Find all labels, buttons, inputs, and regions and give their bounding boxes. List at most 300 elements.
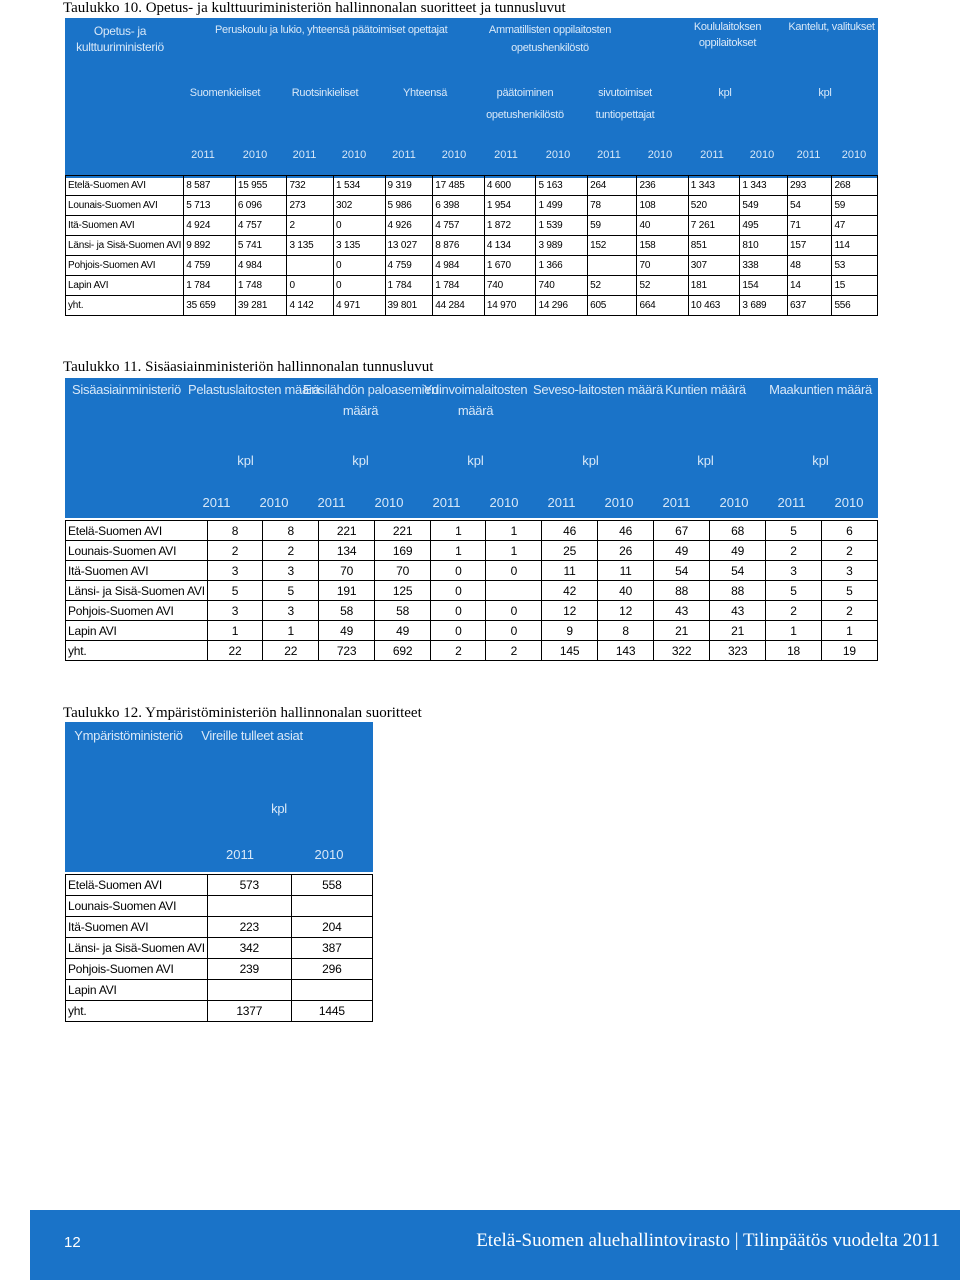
table-cell: 191 (319, 581, 375, 601)
t11-year-8: 2011 (662, 495, 691, 510)
table-cell: 4 134 (484, 236, 536, 256)
table-cell: 0 (486, 601, 542, 621)
table-cell: 26 (597, 541, 654, 561)
table-cell: 495 (740, 216, 788, 236)
table11 (65, 520, 878, 661)
t11-year-10: 2011 (777, 495, 806, 510)
table-cell: 4 759 (184, 256, 236, 276)
table-cell: 12 (542, 601, 598, 621)
table-cell: 78 (588, 196, 637, 216)
table-cell: 851 (688, 236, 740, 256)
t10-ministry-l1: Opetus- ja (93, 24, 147, 38)
t11-year-4: 2011 (432, 495, 461, 510)
t10-sub-suomenkieliset: Suomenkieliset (189, 87, 261, 99)
table-cell: 8 (207, 521, 262, 541)
t10-year-7: 2010 (545, 149, 571, 161)
table-cell: 236 (637, 176, 688, 196)
t10-sub-yhteensa: Yhteensä (402, 87, 448, 99)
t10-year-9: 2010 (647, 149, 673, 161)
table-cell: 9 (542, 621, 598, 641)
table-row (66, 296, 878, 316)
t11-year-6: 2011 (547, 495, 576, 510)
table-cell: 0 (431, 621, 486, 641)
table-cell: 5 741 (235, 236, 287, 256)
table-row (66, 601, 878, 621)
table-cell: 0 (287, 276, 334, 296)
row-label: Länsi- ja Sisä-Suomen AVI (66, 236, 184, 256)
table12 (65, 874, 373, 1022)
table-cell: 54 (787, 196, 831, 216)
table-cell: 15 (832, 276, 878, 296)
table-cell: 21 (654, 621, 710, 641)
table-row (66, 276, 878, 296)
table-cell: 740 (536, 276, 588, 296)
table-cell: 14 296 (536, 296, 588, 316)
table-cell: 6 398 (433, 196, 485, 216)
row-label: Lapin AVI (66, 621, 208, 641)
table-cell (287, 256, 334, 276)
t10-h-kantelut: Kantelut, valitukset (788, 21, 875, 33)
table-cell: 10 463 (688, 296, 740, 316)
table-cell: 740 (484, 276, 536, 296)
table-cell: 88 (709, 581, 766, 601)
table-cell: 4 926 (385, 216, 433, 236)
table-cell: 58 (374, 601, 431, 621)
table-cell: 810 (740, 236, 788, 256)
table-cell: 35 659 (184, 296, 236, 316)
t10-sub-paatoiminen: päätoiminen (496, 87, 554, 99)
table-cell: 3 689 (740, 296, 788, 316)
table-cell: 1 784 (184, 276, 236, 296)
table-cell: 268 (832, 176, 878, 196)
row-label: Etelä-Suomen AVI (66, 521, 208, 541)
table-cell: 221 (319, 521, 375, 541)
table-cell: 5 (821, 581, 877, 601)
t10-year-13: 2010 (841, 149, 867, 161)
table-cell (588, 256, 637, 276)
table-cell: 2 (486, 641, 542, 661)
table-row (66, 896, 373, 917)
table-cell: 11 (542, 561, 598, 581)
table-cell: 7 261 (688, 216, 740, 236)
table-cell: 125 (374, 581, 431, 601)
row-label: Etelä-Suomen AVI (66, 176, 184, 196)
t11-h-ministry: Sisäasiainministeriö (72, 382, 181, 397)
table-cell: 573 (207, 875, 291, 896)
t10-year-8: 2011 (597, 149, 621, 161)
table-cell: 12 (597, 601, 654, 621)
table-cell: 4 984 (235, 256, 287, 276)
table-cell: 549 (740, 196, 788, 216)
t11-h-paloasemat-l2: määrä (342, 403, 379, 418)
table-cell: 1 784 (385, 276, 433, 296)
table-cell: 1 954 (484, 196, 536, 216)
table-cell: 152 (588, 236, 637, 256)
t11-year-9: 2010 (719, 495, 749, 510)
table-cell: 3 (821, 561, 877, 581)
table-cell: 47 (832, 216, 878, 236)
table-cell: 0 (431, 561, 486, 581)
table-cell: 264 (588, 176, 637, 196)
t10-sub-tuntiopettajat: tuntiopettajat (595, 109, 655, 121)
t10-sub-sivutoimiset: sivutoimiset (598, 87, 652, 99)
table-cell: 4 971 (334, 296, 386, 316)
table-cell: 49 (374, 621, 431, 641)
t11-year-1: 2010 (259, 495, 289, 510)
table-cell: 723 (319, 641, 375, 661)
table-cell: 70 (637, 256, 688, 276)
table-cell: 145 (542, 641, 598, 661)
t11-h-kunnat: Kuntien määrä (665, 382, 746, 397)
table-cell: 307 (688, 256, 740, 276)
table-cell: 39 281 (235, 296, 287, 316)
table-cell: 221 (374, 521, 431, 541)
table-cell: 4 984 (433, 256, 485, 276)
t10-h-ammatillinen-l2: opetushenkilöstö (511, 42, 589, 54)
table-cell: 1 784 (433, 276, 485, 296)
t11-year-7: 2010 (604, 495, 634, 510)
t12-year-2011: 2011 (226, 847, 254, 862)
row-label: yht. (66, 641, 208, 661)
row-label: Länsi- ja Sisä-Suomen AVI (66, 938, 208, 959)
table-cell: 5 (766, 581, 821, 601)
table-cell: 5 986 (385, 196, 433, 216)
table-cell (291, 980, 372, 1001)
table-cell: 0 (334, 256, 386, 276)
table-row (66, 621, 878, 641)
table-cell: 18 (766, 641, 821, 661)
t12-h-ministry: Ympäristöministeriö (74, 728, 183, 743)
t10-year-1: 2010 (242, 149, 268, 161)
table-cell: 1 (486, 541, 542, 561)
table-cell: 70 (374, 561, 431, 581)
row-label: Pohjois-Suomen AVI (66, 256, 184, 276)
t11-year-11: 2010 (834, 495, 864, 510)
table-cell: 158 (637, 236, 688, 256)
table-cell: 53 (832, 256, 878, 276)
table-cell: 2 (207, 541, 262, 561)
table-cell: 1 534 (334, 176, 386, 196)
table-cell: 22 (263, 641, 319, 661)
table-cell: 1 748 (235, 276, 287, 296)
table-cell: 48 (787, 256, 831, 276)
table-cell: 13 027 (385, 236, 433, 256)
table-cell: 4 924 (184, 216, 236, 236)
table11-caption: Taulukko 11. Sisäasiainministeriön hallinnonalan tunnusluvut (63, 359, 434, 375)
table-cell: 2 (431, 641, 486, 661)
table-cell: 14 970 (484, 296, 536, 316)
t12-year-2010: 2010 (314, 847, 344, 862)
table-cell: 49 (709, 541, 766, 561)
table-cell: 1 343 (740, 176, 788, 196)
table-cell: 342 (207, 938, 291, 959)
page-number: 12 (64, 1234, 81, 1251)
t10-sub-kpl-2: kpl (818, 87, 832, 99)
table-cell: 1 (821, 621, 877, 641)
table-cell: 4 600 (484, 176, 536, 196)
table-row (66, 541, 878, 561)
table-cell: 1 366 (536, 256, 588, 276)
table-cell: 3 (207, 561, 262, 581)
table-cell: 71 (787, 216, 831, 236)
table-cell: 4 142 (287, 296, 334, 316)
table-cell: 302 (334, 196, 386, 216)
table-cell: 1 (766, 621, 821, 641)
table-cell: 143 (597, 641, 654, 661)
table-cell: 0 (486, 621, 542, 641)
table-cell: 2 (821, 601, 877, 621)
table-row (66, 1001, 373, 1022)
table-cell: 2 (766, 541, 821, 561)
table-row (66, 196, 878, 216)
t11-h-pelastus: Pelastuslaitosten määrä (188, 382, 320, 397)
t11-unit-5: kpl (812, 453, 829, 468)
row-label: Pohjois-Suomen AVI (66, 959, 208, 980)
row-label: Itä-Suomen AVI (66, 561, 208, 581)
table-cell: 54 (709, 561, 766, 581)
table-cell: 5 713 (184, 196, 236, 216)
table-cell: 732 (287, 176, 334, 196)
table-cell: 605 (588, 296, 637, 316)
t10-year-0: 2011 (191, 149, 215, 161)
table-cell: 21 (709, 621, 766, 641)
t10-sub-ruotsinkieliset: Ruotsinkieliset (291, 87, 359, 99)
table-cell: 42 (542, 581, 598, 601)
table-row (66, 561, 878, 581)
table-cell: 273 (287, 196, 334, 216)
table-cell: 0 (334, 276, 386, 296)
t11-h-ydinvoima-l2: määrä (457, 403, 494, 418)
table-row (66, 176, 878, 196)
table-cell: 322 (654, 641, 710, 661)
t10-year-5: 2010 (441, 149, 467, 161)
table-cell: 1 499 (536, 196, 588, 216)
table-cell: 88 (654, 581, 710, 601)
table-cell: 3 135 (334, 236, 386, 256)
table-cell: 68 (709, 521, 766, 541)
table-cell: 8 876 (433, 236, 485, 256)
table-cell: 2 (821, 541, 877, 561)
table-cell: 323 (709, 641, 766, 661)
table-cell: 3 (207, 601, 262, 621)
t12-h-unit: kpl (271, 801, 287, 816)
table-cell: 1 670 (484, 256, 536, 276)
t10-h-koulu-l1: Koululaitoksen (693, 21, 762, 33)
table10 (65, 175, 878, 316)
table-cell: 1 539 (536, 216, 588, 236)
table12-header (65, 722, 373, 872)
table-cell: 39 801 (385, 296, 433, 316)
table-cell: 59 (832, 196, 878, 216)
table-cell: 5 (766, 521, 821, 541)
table-cell: 114 (832, 236, 878, 256)
row-label: Lounais-Suomen AVI (66, 196, 184, 216)
t10-sub-kpl-1: kpl (718, 87, 732, 99)
t11-h-paloasemat-l1: Ensilähdön paloasemien (303, 382, 439, 397)
row-label: Lounais-Suomen AVI (66, 541, 208, 561)
table-cell: 108 (637, 196, 688, 216)
table-cell: 8 (263, 521, 319, 541)
table-cell: 8 (597, 621, 654, 641)
t11-h-seveso: Seveso-laitosten määrä (533, 382, 663, 397)
t10-sub-opetushenkilosto: opetushenkilöstö (486, 109, 564, 121)
table-cell: 59 (588, 216, 637, 236)
row-label: Lapin AVI (66, 276, 184, 296)
row-label: Itä-Suomen AVI (66, 216, 184, 236)
table-cell: 67 (654, 521, 710, 541)
table-cell: 169 (374, 541, 431, 561)
table-row (66, 216, 878, 236)
row-label: Länsi- ja Sisä-Suomen AVI (66, 581, 208, 601)
table-row (66, 521, 878, 541)
table-cell: 2 (263, 541, 319, 561)
table-cell: 4 757 (433, 216, 485, 236)
table-cell: 338 (740, 256, 788, 276)
t11-unit-0: kpl (237, 453, 254, 468)
table-cell (207, 980, 291, 1001)
table-cell (291, 896, 372, 917)
t11-year-2: 2011 (317, 495, 346, 510)
table-row (66, 917, 373, 938)
table-row (66, 875, 373, 896)
table-row (66, 581, 878, 601)
t11-year-0: 2011 (202, 495, 231, 510)
table-cell: 49 (654, 541, 710, 561)
table-cell: 22 (207, 641, 262, 661)
table-cell: 43 (709, 601, 766, 621)
table-cell: 5 163 (536, 176, 588, 196)
table-row (66, 959, 373, 980)
table-row (66, 980, 373, 1001)
table-cell: 204 (291, 917, 372, 938)
table-row (66, 641, 878, 661)
table-cell: 1 (486, 521, 542, 541)
table-cell: 637 (787, 296, 831, 316)
table11-header (65, 378, 878, 518)
t10-year-10: 2011 (700, 149, 724, 161)
table-cell: 1 (207, 621, 262, 641)
table-cell: 0 (431, 601, 486, 621)
table-cell: 44 284 (433, 296, 485, 316)
t10-year-6: 2011 (494, 149, 518, 161)
table-cell: 0 (431, 581, 486, 601)
row-label: Itä-Suomen AVI (66, 917, 208, 938)
table-cell: 558 (291, 875, 372, 896)
table-cell: 52 (637, 276, 688, 296)
table-cell: 387 (291, 938, 372, 959)
table-cell: 43 (654, 601, 710, 621)
t11-unit-1: kpl (352, 453, 369, 468)
table-cell: 5 (207, 581, 262, 601)
table-cell: 5 (263, 581, 319, 601)
row-label: yht. (66, 1001, 208, 1022)
table-cell: 556 (832, 296, 878, 316)
t11-unit-2: kpl (467, 453, 484, 468)
t11-year-5: 2010 (489, 495, 519, 510)
table-cell: 3 989 (536, 236, 588, 256)
table-row (66, 938, 373, 959)
table-cell: 1 (431, 541, 486, 561)
table-cell (207, 896, 291, 917)
table-cell: 1 (263, 621, 319, 641)
table-cell: 1 (431, 521, 486, 541)
row-label: yht. (66, 296, 184, 316)
t10-h-peruskoulu: Peruskoulu ja lukio, yhteensä päätoimiset opettajat (215, 24, 448, 36)
table-cell: 3 135 (287, 236, 334, 256)
table-row (66, 236, 878, 256)
table-cell: 293 (787, 176, 831, 196)
row-label: Etelä-Suomen AVI (66, 875, 208, 896)
table-cell: 3 (263, 601, 319, 621)
row-label: Lapin AVI (66, 980, 208, 1001)
table-cell: 2 (766, 601, 821, 621)
table-cell: 15 955 (235, 176, 287, 196)
table-cell: 8 587 (184, 176, 236, 196)
table-cell: 520 (688, 196, 740, 216)
table-cell: 154 (740, 276, 788, 296)
table-cell: 9 319 (385, 176, 433, 196)
table10-header (65, 18, 878, 178)
table-cell: 664 (637, 296, 688, 316)
t12-h-vireille: Vireille tulleet asiat (201, 728, 303, 743)
table-cell: 1 872 (484, 216, 536, 236)
table-cell: 46 (597, 521, 654, 541)
table-cell: 1445 (291, 1001, 372, 1022)
table-cell: 157 (787, 236, 831, 256)
t10-year-3: 2010 (341, 149, 367, 161)
table-cell: 70 (319, 561, 375, 581)
row-label: Pohjois-Suomen AVI (66, 601, 208, 621)
page-footer (30, 1210, 960, 1280)
table-cell: 6 096 (235, 196, 287, 216)
table-cell: 49 (319, 621, 375, 641)
table-cell: 1 343 (688, 176, 740, 196)
t11-year-3: 2010 (374, 495, 404, 510)
t10-h-ammatillinen-l1: Ammatillisten oppilaitosten (488, 24, 612, 36)
table-cell: 58 (319, 601, 375, 621)
t11-h-maakunnat: Maakuntien määrä (769, 382, 872, 397)
table-cell: 4 757 (235, 216, 287, 236)
table-cell: 40 (597, 581, 654, 601)
row-label: Lounais-Suomen AVI (66, 896, 208, 917)
table-cell: 239 (207, 959, 291, 980)
table-cell: 4 759 (385, 256, 433, 276)
table-cell: 9 892 (184, 236, 236, 256)
t10-year-11: 2010 (749, 149, 775, 161)
table-cell: 40 (637, 216, 688, 236)
table-cell: 54 (654, 561, 710, 581)
table12-caption: Taulukko 12. Ympäristöministeriön hallinnonalan suoritteet (63, 705, 422, 721)
table-cell: 3 (263, 561, 319, 581)
footer-text: Etelä-Suomen aluehallintovirasto | Tilinpäätös vuodelta 2011 (476, 1230, 940, 1251)
table-cell: 46 (542, 521, 598, 541)
table-cell: 52 (588, 276, 637, 296)
table-cell: 0 (334, 216, 386, 236)
t11-unit-4: kpl (697, 453, 714, 468)
table-cell: 19 (821, 641, 877, 661)
table-cell: 692 (374, 641, 431, 661)
table-cell: 6 (821, 521, 877, 541)
t10-year-12: 2011 (796, 149, 821, 161)
table-cell: 3 (766, 561, 821, 581)
table-cell: 181 (688, 276, 740, 296)
table-cell: 17 485 (433, 176, 485, 196)
t11-h-ydinvoima-l1: Ydinvoimalaitosten (423, 382, 528, 397)
table-cell: 14 (787, 276, 831, 296)
table10-caption: Taulukko 10. Opetus- ja kulttuuriministeriön hallinnonalan suoritteet ja tunnusluvut (63, 0, 566, 16)
table-cell: 296 (291, 959, 372, 980)
t11-unit-3: kpl (582, 453, 599, 468)
